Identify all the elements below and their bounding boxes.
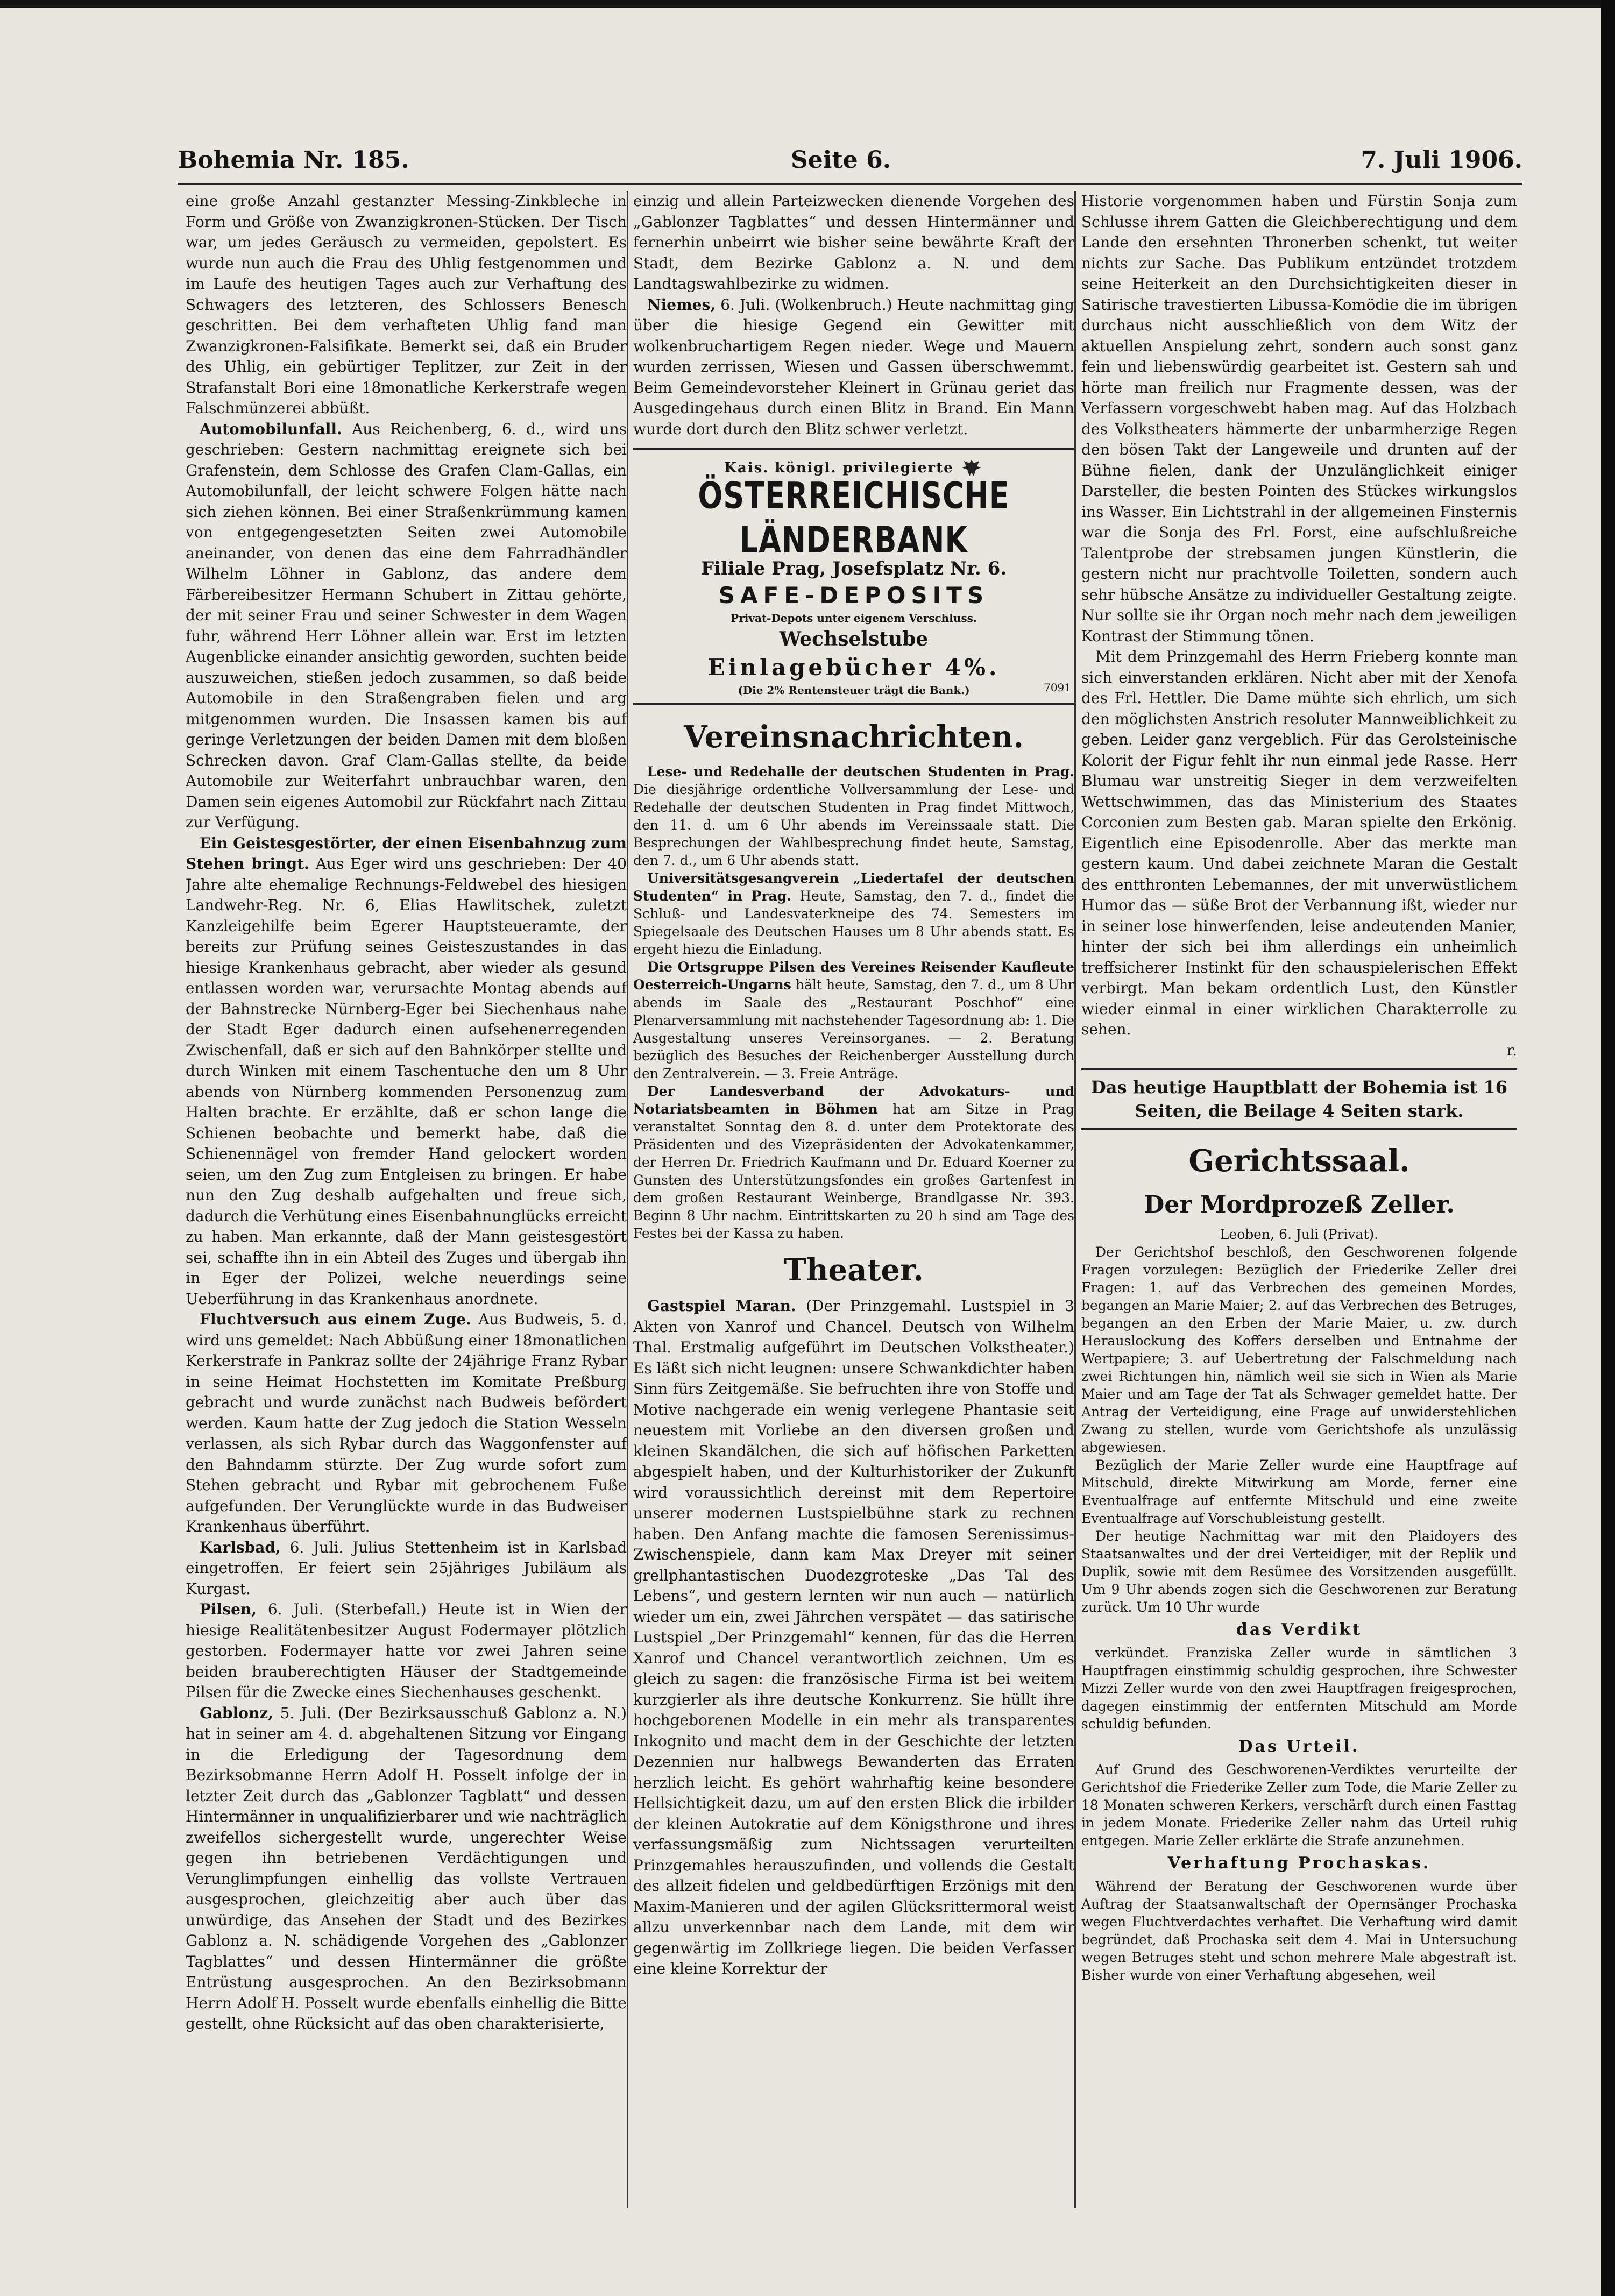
- article-title: Gablonz,: [200, 1704, 273, 1722]
- article-karlsbad: [186, 1537, 627, 1600]
- article-gablonz: [186, 1703, 627, 2035]
- section-heading-theater: Theater.: [784, 1252, 924, 1288]
- running-head: [178, 146, 1522, 182]
- article-body: 6. Juli. (Wolkenbruch.) Heute nachmittag ging über die hiesige Gegend ein Gewitter mit wolkenbruchartigem Regen nieder. Wege und Mauern wurden zerrissen, Wiesen und Gassen überschwemmt. Beim Gemeindevorsteher Kleinert in Grünau geriet das Ausgedingehaus durch einen Blitz in Brand. Ein Mann wurde dort durch den Blitz schwer verletzt.: [633, 295, 1074, 438]
- article-niemes: [633, 295, 1074, 440]
- article-title: Ein Geistesgestörter, der einen Eisenbahnzug zum Stehen bringt.: [186, 834, 627, 873]
- ad-private-depots: Privat-Depots unter eigenem Verschluss.: [731, 612, 977, 625]
- subheading-verdikt: das Verdikt: [1236, 1620, 1363, 1639]
- article-title: Lese- und Redehalle der deutschen Studenten in Prag.: [647, 764, 1074, 779]
- article-landesverband: [633, 1082, 1074, 1242]
- review-signature: r.: [1506, 1041, 1517, 1059]
- issue-date: 7. Juli 1906.: [1361, 146, 1522, 174]
- ad-wechselstube: Wechselstube: [779, 628, 929, 650]
- column-rule-1: [627, 191, 628, 2208]
- article-title: Niemes,: [647, 295, 716, 314]
- column-1: [186, 191, 627, 2208]
- article-geistesgestoerter: [186, 833, 627, 1310]
- advertisement-laenderbank: [633, 448, 1074, 705]
- article-body: hat am Sitze in Prag veranstaltet Sonntag den 8. d. unter dem Protektorate des Präsidenten und des Vizepräsidenten der Advokatenkammer, der Herren Dr. Friedrich Kaufmann und Dr. Eduard Koerner zu Gunsten des Unterstützungsfondes ein großes Gartenfest in dem großen Restaurant Weinberge, Brandlgasse Nr. 393. Beginn 8 Uhr nachm. Eintrittskarten zu 20 h sind am Tage des Festes bei der Kassa zu haben.: [633, 1101, 1074, 1241]
- article-ortsgruppe: [633, 958, 1074, 1082]
- article-title: Universitätsgesangverein „Liedertafel der deutschen Studenten“ in Prag.: [633, 870, 1074, 904]
- article-automobilunfall: [186, 419, 627, 833]
- court-paragraph: Während der Beratung der Geschworenen wurde über Auftrag der Staatsanwaltschaft der Opernsänger Prochaska wegen Fluchtverdachtes verhaftet. Die Verhaftung wird damit begründet, daß Prochaska seit dem 4. Mai in Untersuchung wegen Betruges steht und schon mehrere Male abgestraft ist. Bisher wurde von einer Verhaftung abgesehen, weil: [1081, 1879, 1517, 1983]
- ad-safe-deposits: SAFE-DEPOSITS: [718, 582, 989, 608]
- court-paragraph: Der heutige Nachmittag war mit den Plaidoyers des Staatsanwaltes und der drei Verteidiger, mit der Replik und Duplik, sowie mit dem Resümee des Vorsitzenden ausgefüllt. Um 9 Uhr abends zogen sich die Geschworenen zur Beratung zurück. Um 10 Uhr wurde: [1081, 1528, 1517, 1615]
- scan-edge-right: [1601, 0, 1615, 2296]
- article-title: Automobilunfall.: [200, 420, 342, 438]
- ad-branch: Filiale Prag, Josefsplatz Nr. 6.: [700, 558, 1007, 579]
- subheading-urteil: Das Urteil.: [1238, 1737, 1360, 1756]
- article-liedertafel: [633, 869, 1074, 958]
- ad-line-privileged: Kais. königl. privilegierte: [633, 457, 1074, 479]
- column-2: [633, 191, 1074, 2208]
- article-title: Gastspiel Maran.: [647, 1297, 796, 1315]
- header-rule: [178, 183, 1522, 185]
- column-3: [1081, 191, 1517, 2208]
- article-title: Fluchtversuch aus einem Zuge.: [200, 1310, 471, 1328]
- article-title: Pilsen,: [200, 1600, 257, 1618]
- article-title: Die Ortsgruppe Pilsen des Vereines Reisender Kaufleute Oesterreich-Ungarns: [633, 959, 1074, 993]
- article-body: (Der Prinzgemahl. Lustspiel in 3 Akten von Xanrof und Chancel. Deutsch von Wilhelm Thal. Erstmalig aufgeführt im Deutschen Volkstheater.) Es läßt sich nicht leugnen: unsere Schwankdichter haben Sinn fürs Zeitgemäße. Sie befruchten ihre von Stoffe und Motive nachgerade ein wenig verlegene Phantasie seit neuestem mit Vorliebe an den diversen großen und kleinen Skandälchen, die sich auf höfischen Parketten abgespielt haben, und der Kulturhistoriker der Zukunft wird voraussichtlich dereinst mit dem Repertoire unserer modernen Lustspielbühne stark zu rechnen haben. Den Anfang machte die famosen Serenissimus-Zwischenspiele, dann kam Max Dreyer mit seiner grellphantastischen Duodezgroteske „Das Tal des Lebens“, und gestern lernten wir nun auch — natürlich wieder um ein, zwei Jährchen verspätet — das satirische Lustspiel „Der Prinzgemahl“ kennen, für das die Herren Xanrof und Chancel verantwortlich zeichnen. Um es gleich zu sagen: die französische Firma ist bei weitem kurzgierler als ihre deutsche Konkurrenz. Sie hüllt ihre hochgeborenen Modelle in ein mehr als transparentes Inkognito und macht dem in der Geschichte der letzten Dezennien nur halbwegs Bewanderten das Erraten herzlich leicht. Es gehört wahrhaftig keine besondere Hellsichtigkeit dazu, um auf den ersten Blick die irbilder der kleinen Autokratie auf dem Königsthrone und ihres verfassungsmäßig zum Nichtssagen verurteilten Prinzgemahles herauszufinden, und vollends die Gestalt des allzeit fidelen und geldbedürftigen Erzönigs mit den Maxim-Manieren und der agilen Glücksrittermoral weist allzu unverkennbar nach dem Lande, mit dem wir gegenwärtig im Zollkriege liegen. Die beiden Verfasser eine kleine Korrektur der: [633, 1297, 1074, 1978]
- page-number: Seite 6.: [791, 146, 891, 174]
- article-gastspiel-maran: [633, 1296, 1074, 1980]
- ad-bank-name: ÖSTERREICHISCHE LÄNDERBANK: [698, 474, 1010, 561]
- dateline: Leoben, 6. Juli (Privat).: [1220, 1227, 1379, 1242]
- court-paragraph: Der Gerichtshof beschloß, den Geschworenen folgende Fragen vorzulegen: Bezüglich der Friederike Zeller drei Fragen: 1. auf das Verbrechen des gemeinen Mordes, begangen an Marie Maier; 2. auf das Verbrechen des Betruges, begangen an den Erben der Marie Maier, u. zw. durch Herauslockung des Koffers derselben und Entnahme der Wertpapiere; 3. auf Uebertretung der Falschmeldung nach zwei Richtungen hin, nämlich weil sie sich in Wien als Marie Maier und am Tage der Tat als Schwager gemeldet hatte. Der Antrag der Verteidigung, eine Frage auf unwiderstehlichen Zwang zu stellen, wurde vom Gerichtshofe als unzulässig abgewiesen.: [1081, 1244, 1517, 1455]
- article-pilsen: [186, 1599, 627, 1703]
- ad-einlagebuecher: Einlagebücher 4%.: [707, 654, 1000, 681]
- ad-rentensteuer: (Die 2% Rentensteuer trägt die Bank.): [738, 684, 970, 697]
- subheading-verhaftung: Verhaftung Prochaskas.: [1167, 1854, 1431, 1873]
- article-heading-mordprozess: Der Mordprozeß Zeller.: [1144, 1191, 1455, 1218]
- article-body: Aus Eger wird uns geschrieben: Der 40 Jahre alte ehemalige Rechnungs-Feldwebel des hiesigen Landwehr-Reg. Nr. 6, Elias Hawlitschek, zuletzt Kanzleigehilfe beim Egerer Hauptsteueramte, der bereits zur Prüfung seines Geisteszustandes in das hiesige Krankenhaus gebracht, aber wieder als gesund entlassen worden war, verursachte Montag abends auf der Bahnstrecke Nürnberg-Eger bei Siechenhaus nahe der Stadt Eger dadurch einen aufsehenerregenden Zwischenfall, daß er sich auf den Bahnkörper stellte und durch Winken mit einem Taschentuche den um 8 Uhr abends von Nürnberg kommenden Personenzug zum Halten brachte. Er erzählte, daß er schon lange die Schienen beobachte und bemerkt habe, daß die Schienennägel von fremder Hand gelockert worden seien, um den Zug zum Entgleisen zu bringen. Er habe nun den Zug deshalb aufgehalten und freue sich, dadurch die Verhütung eines Eisenbahnunglücks erreicht zu haben. Man erkannte, daß der Mann geistesgestört sei, schaffte ihn in ein Abteil des Zuges und übergab ihn in Eger der Polizei, welche neuerdings seine Ueberführung in das Krankenhaus anordnete.: [186, 855, 627, 1308]
- section-heading-vereinsnachrichten: Vereinsnachrichten.: [684, 719, 1024, 755]
- article-continuation: Historie vorgenommen haben und Fürstin Sonja zum Schlusse ihrem Gatten die Gleichberechtigung und dem Lande den ersehnten Thronerben schenkt, tut weiter nichts zur Sache. Das Publikum entzündet trotzdem seine Heiterkeit an den Durchsichtigkeiten dieser in Satirische travestierten Libussa-Komödie die im übrigen durchaus nicht ausschließlich von dem Witz der aktuellen Anspielung zehrt, sondern auch sonst ganz fein und liebenswürdig gearbeitet ist. Gestern sah und hörte man freilich nur Fragmente dessen, was der Verfassern vorgeschwebt haben mag. Auf das Holzbach des Volkstheaters hämmerte der unbarmherzige Regen den bösen Takt der Langeweile und drunten auf der Bühne fielen, dank der Unzulänglichkeit einiger Darsteller, die besten Pointen des Stückes wirkungslos ins Wasser. Ein Lichtstrahl in der allgemeinen Finsternis war die Sonja des Frl. Forst, eine aufschlußreiche Talentprobe der strebsamen jungen Künstlerin, die gestern nicht nur prachtvolle Toiletten, sondern auch sehr hübsche Ansätze zu individueller Gestaltung zeigte. Nur sollte sie ihr Organ noch mehr nach dem jeweiligen Kontrast der Stimmung tönen.: [1081, 192, 1517, 645]
- article-body: 6. Juli. Julius Stettenheim ist in Karlsbad eingetroffen. Er feiert sein 25jähriges Jubiläum als Kurgast.: [186, 1538, 627, 1598]
- article-continuation: eine große Anzahl gestanzter Messing-Zinkbleche in Form und Größe von Zwanzigkronen-Stücken. Der Tisch war, um jedes Geräusch zu vermeiden, gepolstert. Es wurde nun auch die Frau des Uhlig festgenommen und im Laufe des heutigen Tages auch zur Verhaftung des Schwagers des letzteren, des Schlossers Benesch geschritten. Bei dem verhafteten Uhlig fand man Zwanzigkronen-Falsifikate. Bemerkt sei, daß ein Bruder des Uhlig, ein gebürtiger Teplitzer, zur Zeit in der Strafanstalt Bori eine 18monatliche Kerkerstrafe wegen Falschmünzerei abbüßt.: [186, 192, 627, 417]
- article-body: Heute, Samstag, den 7. d., findet die Schluß- und Landesvaterkneipe des 74. Semesters im Spiegelsaale des Deutschen Hauses um 8 Uhr abends statt. Es ergeht hiezu die Einladung.: [633, 888, 1074, 957]
- article-continuation: einzig und allein Parteizwecken dienende Vorgehen des „Gablonzer Tagblattes“ und dessen Hintermänner und fernerhin unbeirrt wie bisher seine bewährte Kraft der Stadt, dem Bezirke Gablonz a. N. und dem Landtagswahlbezirke zu widmen.: [633, 192, 1074, 293]
- column-rule-2: [1074, 191, 1076, 2208]
- court-paragraph: Auf Grund des Geschworenen-Verdiktes verurteilte der Gerichtshof die Friederike Zeller zum Tode, die Marie Zeller zu 18 Monaten schweren Kerkers, verschärft durch einen Fasttag in jedem Monate. Friederike Zeller nahm das Urteil ruhig entgegen. Marie Zeller erklärte die Strafe anzunehmen.: [1081, 1762, 1517, 1848]
- court-paragraph: verkündet. Franziska Zeller wurde in sämtlichen 3 Hauptfragen einstimmig schuldig gesprochen, ihre Schwester Mizzi Zeller wurde von den zwei Hauptfragen freigesprochen, dagegen einstimmig der entfernten Mitschuld am Morde schuldig befunden.: [1081, 1645, 1517, 1732]
- article-body: hält heute, Samstag, den 7. d., um 8 Uhr abends im Saale des „Restaurant Poschhof“ eine Plenarversammlung mit nachstehender Tagesordnung ab: 1. Die Ausgestaltung unseres Vereinsorganes. — 2. Beratung bezüglich des Besuches der Reichenberger Ausstellung durch den Zentralverein. — 3. Freie Anträge.: [633, 977, 1074, 1081]
- article-body: Aus Reichenberg, 6. d., wird uns geschrieben: Gestern nachmittag ereignete sich bei Grafenstein, dem Schlosse des Grafen Clam-Gallas, ein Automobilunfall, der leicht schwere Folgen hätte nach sich ziehen können. Bei einer Straßenkrümmung kamen von entgegengesetzten Seiten zwei Automobile aneinander, von denen das eine dem Fahrradhändler Wilhelm Löhner in Gablonz, das andere dem Färbereibesitzer Hermann Schubert in Zittau gehörte, der mit seiner Frau und seiner Schwester in dem Wagen fuhr, während Herr Löhner allein war. Erst im letzten Augenblicke einander ansichtig geworden, suchten beide auszuweichen, stießen jedoch zusammen, so daß beide Automobile in den Straßengraben fielen und arg mitgenommen wurden. Die Insassen kamen bis auf geringe Verletzungen der beiden Damen mit dem bloßen Schrecken davon. Graf Clam-Gallas stellte, da beide Automobile zur Weiterfahrt unbrauchbar waren, den Damen sein eigenes Automobil zur Rückfahrt nach Zittau zur Verfügung.: [186, 420, 627, 831]
- theater-review-paragraph: Mit dem Prinzgemahl des Herrn Frieberg konnte man sich einverstanden erklären. Nicht aber mit der Xenofa des Frl. Hettler. Die Dame mühte sich ehrlich, um sich den möglichsten Anstrich resoluter Mannweiblichkeit zu geben. Leider ganz vergeblich. Für das Gerolsteinische Kolorit der Figur fehlt ihr nun einmal jede Rasse. Herr Blumau war unstreitig Sieger in dem verzweifelten Wettschwimmen, das das Ministerium des Staates Corconien zum Besten gab. Maran spielte den Erkönig. Eigentlich eine Episodenrolle. Aber das merkte man gestern kaum. Und dabei zeichnete Maran die Gestalt des entthronten Lebemannes, der mit unverwüstlichem Humor das — süße Brot der Verbannung ißt, wieder nur in seiner lose hinwerfenden, leise andeutenden Manier, hinter der sich bei ihm allerdings ein unheimlich treffsicherer Instinkt für den schauspielerischen Effekt verbirgt. Man bekam ordentlich Lust, den Künstler wieder einmal in einer wirklichen Charakterrolle zu sehen.: [1081, 648, 1517, 1038]
- section-heading-gerichtssaal: Gerichtssaal.: [1188, 1143, 1410, 1179]
- article-body: 5. Juli. (Der Bezirksausschuß Gablonz a. N.) hat in seiner am 4. d. abgehaltenen Sitzung vor Eingang in die Erledigung der Tagesordnung dem Bezirksobmanne Herrn Adolf H. Posselt infolge der in letzter Zeit durch das „Gablonzer Tagblatt“ und dessen Hintermänner in unqualifizierbarer und wie nachträglich zweifellos sichergestellt wurde, ungerechter Weise gegen ihn betriebenen Verdächtigungen und Verunglimpfungen einhellig das vollste Vertrauen ausgesprochen, gleichzeitig aber auch über das unwürdige, das Ansehen der Stadt und des Bezirkes Gablonz a. N. schädigende Vorgehen des „Gablonzer Tagblattes“ und dessen Hintermänner die größte Entrüstung ausgesprochen. An den Bezirksobmann Herrn Adolf H. Posselt wurde ebenfalls einhellig die Bitte gestellt, ohne Rücksicht auf das oben charakterisierte,: [186, 1704, 627, 2032]
- article-body: 6. Juli. (Sterbefall.) Heute ist in Wien der hiesige Realitätenbesitzer August Fodermayer plötzlich gestorben. Fodermayer hatte vor zwei Jahren seine beiden brauberechtigten Häuser der Stadtgemeinde Pilsen für die Zwecke eines Siechenhauses geschenkt.: [186, 1600, 627, 1701]
- article-body: Die diesjährige ordentliche Vollversammlung der Lese- und Redehalle der deutschen Studenten in Prag findet Mittwoch, den 11. d. um 6 Uhr abends im Vereinssaale statt. Die Besprechungen der Wahlbesprechung findet heute, Samstag, den 7. d., um 6 Uhr abends statt.: [633, 782, 1074, 868]
- page-count-notice: Das heutige Hauptblatt der Bohemia ist 16 Seiten, die Beilage 4 Seiten stark.: [1081, 1068, 1517, 1130]
- ad-number: 7091: [1044, 681, 1071, 694]
- article-fluchtversuch: [186, 1309, 627, 1537]
- article-body: Aus Budweis, 5. d. wird uns gemeldet: Nach Abbüßung einer 18monatlichen Kerkerstrafe in Pankraz sollte der 24jährige Franz Rybar in seine Heimat Hochstetten im Komitate Preßburg gebracht und wurde zunächst nach Budweis befördert werden. Kaum hatte der Zug jedoch die Station Wesseln verlassen, als sich Rybar durch das Waggonfenster auf den Bahndamm stürzte. Der Zug wurde sofort zum Stehen gebracht und Rybar mit gebrochenem Fuße aufgefunden. Der Verunglückte wurde in das Budweiser Krankenhaus überführt.: [186, 1310, 627, 1535]
- masthead-issue: Bohemia Nr. 185.: [178, 146, 409, 174]
- court-paragraph: Bezüglich der Marie Zeller wurde eine Hauptfrage auf Mitschuld, direkte Mitwirkung am Morde, ferner eine Eventualfrage auf entfernte Mitschuld und eine zweite Eventualfrage auf Vorschubleistung gestellt.: [1081, 1457, 1517, 1526]
- scan-edge-top: [0, 0, 1615, 8]
- article-title: Karlsbad,: [200, 1538, 281, 1556]
- article-title: Der Landesverband der Advokaturs- und Notariatsbeamten in Böhmen: [633, 1083, 1074, 1117]
- article-lesehalle: [633, 763, 1074, 869]
